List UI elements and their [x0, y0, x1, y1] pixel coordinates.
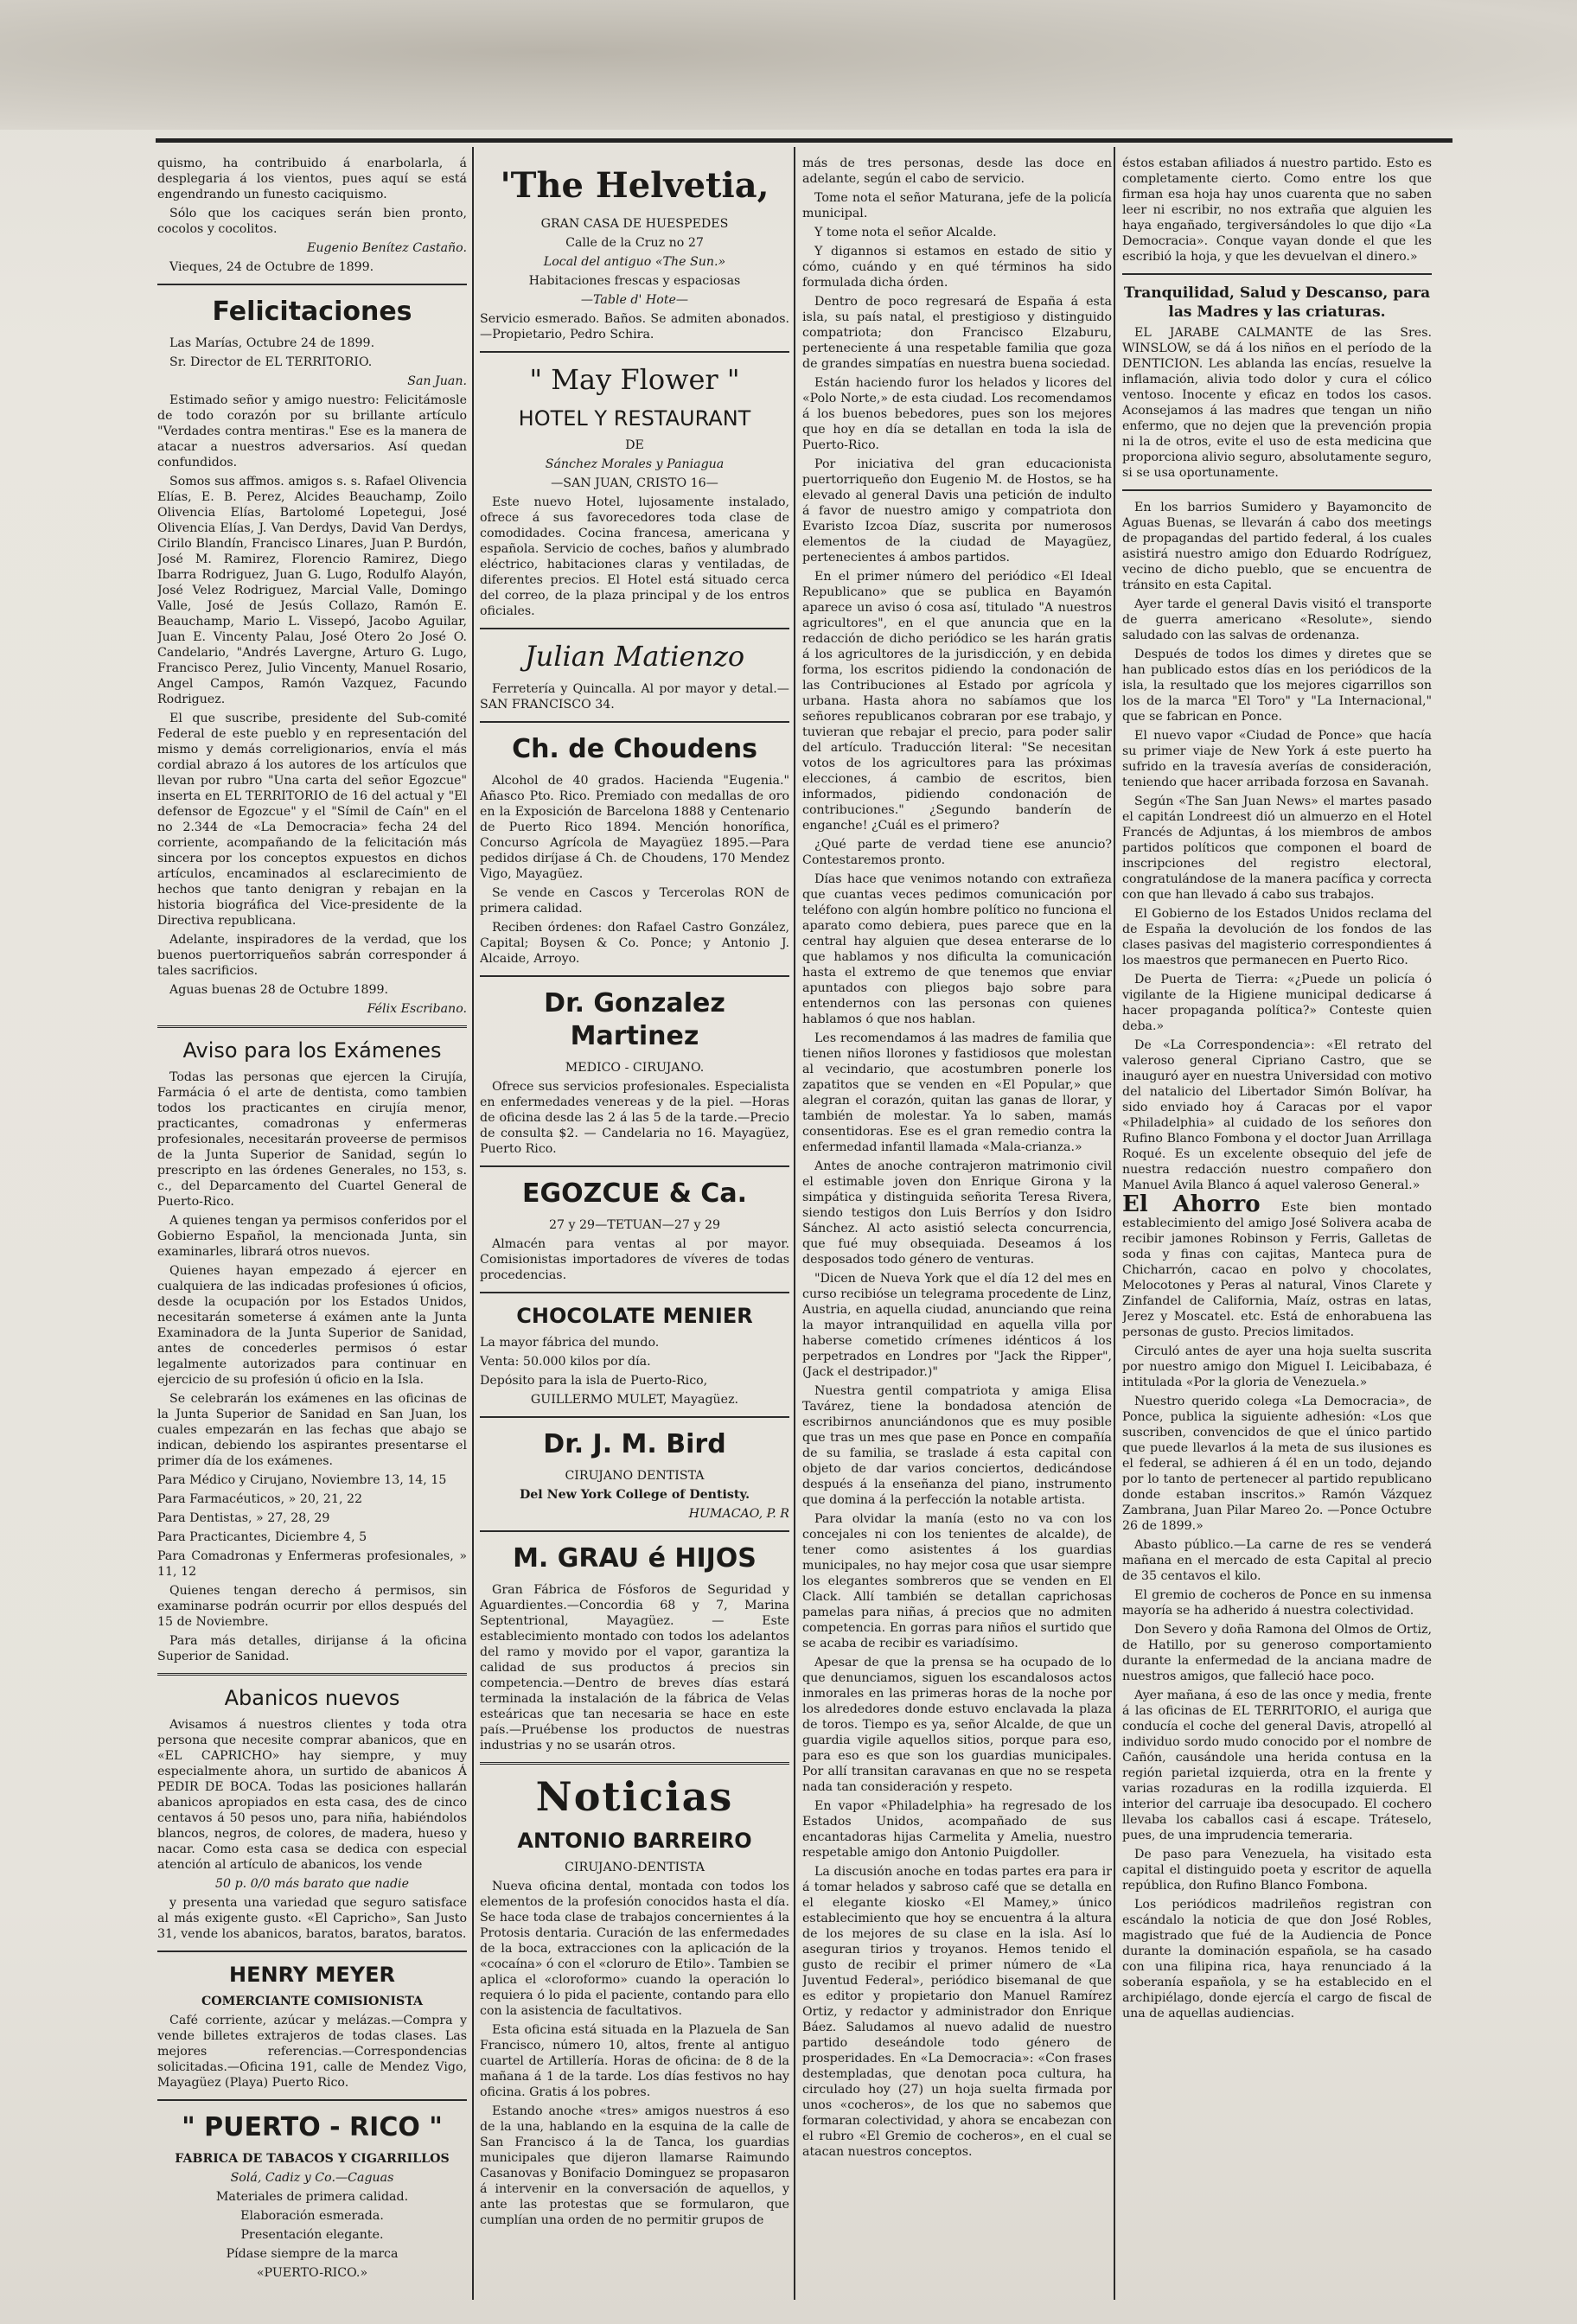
ad-line: —Table d' Hote—: [580, 293, 689, 307]
text-block: Gran Fábrica de Fósforos de Seguridad y Aguardientes.—Concordia 68 y 7, Marina Septentrional, Mayagüez. — Este establecimiento montado con todos los adelantos del ramo y movido por el vapor, garantiza la calidad de sus productos á precios sin competencia.—Dentro de breves días estará terminada la instalación de la fábrica de Velas esteáricas que tan necesaria se hace en este país.—Pruébense los productos de nuestras industrias y no se usarán otros.: [480, 1583, 789, 1753]
section-heading: Tranquilidad, Salud y Descanso, para las Madres y las criaturas.: [1123, 284, 1431, 321]
ad-line: HUMACAO, P. R: [688, 1507, 789, 1521]
text-block: Pídase siempre de la marca: [226, 2247, 399, 2261]
text-block: Materiales de primera calidad.: [215, 2190, 409, 2204]
divider: [157, 1950, 467, 1952]
ad-subtitle: Solá, Cadiz y Co.—Caguas: [230, 2171, 394, 2185]
text-block: Quienes tengan derecho á permisos, sin examinarse podrán ocurrir por ellos después del 15 de Noviembre.: [157, 1584, 467, 1629]
section-heading: Abanicos nuevos: [224, 1686, 400, 1710]
text-block: Están haciendo furor los helados y licores del «Polo Norte,» de esta ciudad. Los recomendamos á los buenos bebedores, pues son los mejores que hoy en día se detallan en toda la isla de Puerto-Rico.: [802, 376, 1112, 452]
divider: [157, 2099, 467, 2101]
text-block: Café corriente, azúcar y melázas.—Compra y vende billetes extrajeros de todas clases. Las mejores referencias.—Correspondencias solicitadas.—Oficina 191, calle de Mendez Vigo, Mayagüez (Playa) Puerto Rico.: [157, 2014, 467, 2090]
column-rule: [794, 147, 795, 2300]
text-block: y presenta una variedad que seguro satisface al más exigente gusto. «El Capricho», San Justo 31, vende los abanicos, baratos, baratos, baratos.: [157, 1896, 467, 1941]
text-block: Almacén para ventas al por mayor. Comisionistas importadores de víveres de todas procedencias.: [480, 1237, 789, 1282]
schedule-line: Para Dentistas, » 27, 28, 29: [157, 1511, 330, 1525]
text-block: Alcohol de 40 grados. Hacienda "Eugenia." Añasco Pto. Rico. Premiado con medallas de oro en la Exposición de Barcelona 1888 y Centenario de Puerto Rico 1894. Mención honorífica, Concurso Agrícola de Mayagüez 1895.—Para pedidos diríjase á Ch. de Choudens, 170 Mendez Vigo, Mayagüez.: [480, 774, 789, 881]
text-block: Para olvidar la manía (esto no va con los concejales ni con los tenientes de alcalde), de tener como asistentes á los guardias municipales, no hay mejor cosa que usar siempre los elegantes sombreros que se venden en El Clack. Allí también se detallan caprichosas pamelas para niñas, á precios que no admiten competencia. En gorras para niños el surtido que se acaba de recibir es variadísimo.: [802, 1512, 1112, 1650]
text-block: «PUERTO-RICO.»: [256, 2266, 368, 2280]
schedule-line: Para Practicantes, Diciembre 4, 5: [157, 1530, 367, 1544]
text-block: Este nuevo Hotel, lujosamente instalado, ofrece á sus favorecedores toda clase de comodidades. Cocina francesa, americana y española. Servicio de coches, baños y alumbrado eléctrico, habitaciones claras y ventiladas, de diferentes precios. El Hotel está situado cerca del correo, de la plaza principal y de los entros oficiales.: [480, 495, 789, 618]
ad-heading: EGOZCUE & Ca.: [522, 1178, 747, 1209]
text-block: En los barrios Sumidero y Bayamoncito de Aguas Buenas, se llevarán á cabo dos meetings de propagandas del partido federal, á los cuales asistirá nuestro amigo don Eduardo Rodríguez, vecino de dicho pueblo, que se encuentra de tránsito en esta Capital.: [1122, 501, 1432, 592]
text-block: Somos sus affmos. amigos s. s. Rafael Olivencia Elías, E. B. Perez, Alcides Beauchamp, Zoilo Olivencia Elías, Bartolomé Lopetegui, José Olivencia Elías, J. Van Derdys, David Van Derdys, Cirilo Blandín, Francisco Linares, Juan P. Burdón, José M. Ramirez, Florencio Ramirez, Diego Ibarra Rodriguez, Juan G. Lugo, Rodulfo Alayón, José Velez Rodriguez, Marcial Valle, Domingo Valle, José de Jesús Collazo, Ramón E. Beauchamp, Mario L. Vissepó, Jacobo Aguilar, Juan E. Vincenty Palau, José Otero 2o José O. Candelario, "Andrés Lavergne, Arturo G. Lugo, Francisco Perez, Julio Vincenty, Manuel Rosario, Angel Campos, Ramón Vazquez, Facundo Rodriguez.: [157, 475, 467, 706]
ad-line: Depósito para la isla de Puerto-Rico,: [480, 1374, 708, 1388]
ad-line: La mayor fábrica del mundo.: [480, 1336, 660, 1350]
ad-line: Sánchez Morales y Paniagua: [545, 457, 725, 471]
ad-subtitle: CIRUJANO DENTISTA: [565, 1469, 705, 1483]
divider: [480, 1762, 789, 1765]
ad-subtitle: CIRUJANO-DENTISTA: [565, 1861, 705, 1874]
divider: [1122, 273, 1432, 275]
column-1: [157, 156, 467, 2291]
text-block: quismo, ha contribuido á enarbolarla, á desplegaria á los vientos, pues aquí se está engendrando un funesto caciquismo.: [157, 156, 467, 201]
section-heading: Noticias: [535, 1773, 734, 1820]
text-block: Antes de anoche contrajeron matrimonio civil el estimable joven don Enrique Girona y la simpática y distinguida señorita Teresa Rivera, siendo testigos don Luis Berríos y don Isidro Sánchez. Al acto asistió selecta concurrencia, que fué muy obsequiada. Deseamos á los desposados todo género de venturas.: [802, 1159, 1112, 1267]
text-block: Los periódicos madrileños registran con escándalo la noticia de que don José Robles, magistrado que fué de la Audiencia de Ponce durante la dominación española, se ha casado con una filipina rica, haya renunciado á la soberanía española, y se ha establecido en el archipiélago, donde ejercía el cargo de fiscal de una de aquellas audiencias.: [1122, 1898, 1432, 2021]
text-block: EL JARABE CALMANTE de las Sres. WINSLOW, se dá á los niños en el período de la DENTICION. Les ablanda las encías, resuelve la inflamación, alivia todo dolor y cura el cólico ventoso. Inocente y eficaz en todos los casos. Aconsejamos á las madres que tengan un niño enfermo, que no dejen que la prevención propia ni la de otros, evite el uso de esta medicina que proporciona alivio seguro, absolutamente seguro, si se usa oportunamente.: [1122, 326, 1432, 480]
ad-heading: El Ahorro: [1122, 1191, 1261, 1217]
section-heading: Aviso para los Exámenes: [182, 1038, 442, 1063]
text-block: En el primer número del periódico «El Ideal Republicano» que se publica en Bayamón aparece un aviso ó cosa así, titulado "A nuestros agricultores", en el que anuncia que en la redacción de dicho periódico se les harán gratis á los agricultores de la jurisdicción, y en debida forma, los escritos pidiendo la condonación de las Contribuciones al Estado por agrícola y urbana. Hasta ahora no sabíamos que los señores republicanos cobraran por ese trabajo, y tuvieran que rebajar el precio, para poder salir del artículo. Traducción literal: "Se necesitan votos de los agricultores para las próximas elecciones, á cambio de escritos, bien informados, pidiendo condonación de contribuciones." ¿Segundo banderín de enganche! ¿Cuál es el primero?: [802, 570, 1112, 833]
text-block: Presentación elegante.: [240, 2228, 384, 2242]
schedule-line: Para Comadronas y Enfermeras profesionales, » 11, 12: [157, 1549, 467, 1579]
text-block: Quienes hayan empezado á ejercer en cualquiera de las indicadas profesiones ú oficios, desde la ocupación por los Estados Unidos, necesitarán someterse á exámen ante la Junta Examinadora de la Junta Superior de Sanidad, antes de concederles permisos ó estar legalmente autorizados para continuar en ejercicio de su profesión ú oficio en la Isla.: [157, 1264, 467, 1387]
text-block: Nuestra gentil compatriota y amiga Elisa Tavárez, tiene la bondadosa atención de escribirnos anunciándonos que es muy posible que tras un mes que pase en Ponce en compañía de su familia, se traslade á esta capital con objeto de dar varios conciertos, dedicándose después á la enseñanza del piano, instrumento que domina á la perfección la notable artista.: [802, 1384, 1112, 1507]
column-3: [802, 156, 1112, 2291]
ad-line: DE: [625, 438, 644, 452]
text-block: La discusión anoche en todas partes era para ir á tomar helados y sabroso café que se detalla en el elegante kiosko «El Mamey,» único establecimiento que hoy se encuentra á la altura de los mejores de su clase en la isla. Así lo aseguran tirios y troyanos. Hemos tenido el gusto de recibir el primer número de «La Juventud Federal», periódico bisemanal de que es editor y propietario don Manuel Ramírez Ortiz, y redactor y administrador don Enrique Báez. Saludamos al nuevo adalid de nuestro partido deseándole todo género de prosperidades. En «La Democracia»: «Con frases destempladas, que denotan poca cultura, ha circulado hoy (27) un hoja suelta firmada por unos «cocheros», de los que no sabemos que formaran colectividad, y ahora se encabezan con el rubro «El Gremio de cocheros», en el cual se atacan nuestros conceptos.: [802, 1865, 1112, 2159]
text-block: Y tome nota el señor Alcalde.: [814, 226, 997, 239]
text-block: Nuestro querido colega «La Democracia», de Ponce, publica la siguiente adhesión: «Los que suscriben, convencidos de que el único partido que puede llevarlos á la meta de sus ilusiones es el federal, se adhieren á él en un todo, dejando por lo tanto de pertenecer al partido republicano donde estaban inscritos.» Ramón Vázquez Zambrana, Juan Pilar Mareo 2o. —Ponce Octubre 26 de 1899.»: [1122, 1395, 1432, 1533]
text-block: De «La Correspondencia»: «El retrato del valeroso general Cipriano Castro, que se inauguró ayer en nuestra Universidad con motivo del natalicio del Libertador Simón Bolívar, ha sido enviado hoy á Caracas por el vapor «Philadelphia» al cuidado de los señores don Rufino Blanco Fombona y el doctor Juan Arrillaga Roqué. Es un excelente obsequio del jefe de nuestra redacción nuestro compañero don Manuel Avila Blanco á aquel valeroso General.»: [1122, 1038, 1432, 1192]
text-block: [1122, 1191, 1432, 1340]
ad-subtitle: HOTEL Y RESTAURANT: [518, 406, 751, 431]
text-block: De Puerta de Tierra: «¿Puede un policía ó vigilante de la Higiene municipal dedicarse á hacer propaganda política?» Conteste quien deba.»: [1122, 973, 1432, 1033]
text-block: más de tres personas, desde las doce en adelante, según el cabo de servicio.: [802, 156, 1112, 186]
place: San Juan.: [407, 374, 467, 388]
divider: [480, 1530, 789, 1532]
column-rule: [472, 147, 474, 2300]
text-block: Se vende en Cascos y Tercerolas RON de primera calidad.: [480, 886, 789, 916]
ad-heading: " PUERTO - RICO ": [182, 2112, 443, 2142]
ad-heading: Ch. de Choudens: [512, 734, 757, 764]
column-4: [1122, 156, 1432, 2291]
ad-heading: ANTONIO BARREIRO: [517, 1829, 752, 1853]
ad-heading: M. GRAU é HIJOS: [513, 1543, 757, 1574]
text-block: Don Severo y doña Ramona del Olmos de Ortiz, de Hatillo, por su generoso comportamiento durante la enfermedad de la anciana madre de nuestros amigos, que falleció hace poco.: [1122, 1623, 1432, 1683]
text-block: Para más detalles, dirijanse á la oficina Superior de Sanidad.: [157, 1634, 467, 1663]
ad-line: —SAN JUAN, CRISTO 16—: [551, 476, 718, 490]
text-block: Circuló antes de ayer una hoja suelta suscrita por nuestro amigo don Miguel I. Leicibabaza, é intitulada «Por la gloria de Venezuela.»: [1122, 1344, 1432, 1389]
text-block: Por iniciativa del gran educacionista puertorriqueño don Eugenio M. de Hostos, se ha elevado al general Davis una petición de indulto á favor de nuestro amigo y compatriota don Evaristo Izcoa Díaz, suscrita por numerosos elementos de la ciudad de Mayagüez, pertenecientes á ambos partidos.: [802, 457, 1112, 565]
text-block: Abasto público.—La carne de res se venderá mañana en el mercado de esta Capital al precio de 35 centavos el kilo.: [1122, 1538, 1432, 1583]
text-block: Ayer mañana, á eso de las once y media, frente á las oficinas de EL TERRITORIO, el auriga que conducía el coche del general Davis, atropelló al individuo sordo mudo conocido por el nombre de Cañón, causándole una herida contusa en la región parietal izquierda, otra en la frente y varias rozaduras en la rodilla izquierda. El interior del carruaje iba desocupado. El cochero llevaba los caballos casi á escape. Tráteselo, pues, de una imprudencia temeraria.: [1122, 1689, 1432, 1842]
ad-heading: Dr. Gonzalez Martinez: [544, 988, 725, 1051]
text-block: éstos estaban afiliados á nuestro partido. Esto es completamente cierto. Como entre los que firman esa hoja hay unos cuarenta que no saben leer ni escribir, no nos extraña que alguien les haya engañado, tergiversándoles lo que dijo «La Democracia». Conque vayan donde el que les escribió la hoja, y que les devuelvan el dinero.»: [1122, 156, 1432, 264]
ad-heading: " May Flower ": [529, 363, 740, 396]
text-block: Después de todos los dimes y diretes que se han publicado estos días en los periódicos de la isla, la resultado que los mejores cigarrillos son los de la marca "El Toro" y "La Internacional," que se fabrican en Ponce.: [1122, 648, 1432, 724]
schedule-line: Para Médico y Cirujano, Noviembre 13, 14, 15: [157, 1473, 447, 1487]
text-block: Tome nota el señor Maturana, jefe de la policía municipal.: [802, 191, 1112, 220]
text-block: Reciben órdenes: don Rafael Castro González, Capital; Boysen & Co. Ponce; y Antonio J. Alcaide, Arroyo.: [480, 921, 789, 966]
text-block: Estando anoche «tres» amigos nuestros á eso de la una, hablando en la esquina de la calle de San Francisco á la de Tanca, los guardias municipales que dijeron llamarse Raimundo Casanovas y Bonifacio Dominguez se propasaron á intervenir en la conversación de aquellos, y ante las protestas que se formularon, que cumplían una orden de no permitir grupos de: [480, 2104, 789, 2227]
ad-heading: HENRY MEYER: [229, 1963, 395, 1987]
text-block: Ofrece sus servicios profesionales. Especialista en enfermedades venereas y de la piel. —Horas de oficina desde las 2 á las 5 de la tarde.—Precio de consulta $2. — Candelaria no 16. Mayagüez, Puerto Rico.: [480, 1080, 789, 1156]
dateline: Las Marías, Octubre 24 de 1899.: [169, 336, 375, 350]
divider: [480, 628, 789, 629]
text-block: El gremio de cocheros de Ponce en su inmensa mayoría se ha adherido á nuestra colectividad.: [1122, 1588, 1432, 1618]
text-block: Según «The San Juan News» el martes pasado el capitán Londreest dió un almuerzo en el Hotel Francés de Adjuntas, á los miembros de ambos partidos políticos que componen el board de inscripciones del registro electoral, congratulándose de la manera pacífica y correcta con que han llevado á cabo sus trabajos.: [1122, 795, 1432, 902]
ad-line: Del New York College of Dentisty.: [519, 1488, 750, 1502]
salutation: Sr. Director de EL TERRITORIO.: [169, 355, 373, 369]
column-rule: [1114, 147, 1115, 2300]
schedule-line: Para Farmacéuticos, » 20, 21, 22: [157, 1492, 363, 1506]
text-block: Elaboración esmerada.: [240, 2209, 384, 2223]
column-2: [480, 156, 789, 2291]
text-block: Les recomendamos á las madres de familia que tienen niños llorones y fastidiosos que molestan al vecindario, que acostumbren ponerle los zapatitos que se venden en «El Popular,» que alegran el corazón, quitan las ganas de llorar, y también de molestar. Ya lo saben, mamás consentidoras. Ese es el gran remedio contra la enfermedad infantil llamada «Mala-crianza.»: [802, 1031, 1112, 1154]
signature: Félix Escribano.: [367, 1002, 467, 1016]
divider: [480, 1165, 789, 1167]
ad-line: 27 y 29—TETUAN—27 y 29: [548, 1218, 721, 1232]
divider: [157, 1025, 467, 1028]
text-block: Todas las personas que ejercen la Cirujía, Farmácia ó el arte de dentista, como tambien todos los practicantes en cirujía menor, practicantes, comadronas y enfermeras profesionales, necesitarán proveerse de permisos de la Junta Superior de Sanidad, según lo prescripto en las órdenes Generales, no 153, s. c., del Deparcamento del Cuartel General de Puerto-Rico.: [157, 1070, 467, 1209]
ad-line: Calle de la Cruz no 27: [565, 236, 704, 250]
text-block: De paso para Venezuela, ha visitado esta capital el distinguido poeta y escritor de aquella república, don Rufino Blanco Fombona.: [1122, 1848, 1432, 1893]
text-block: Y digannos si estamos en estado de sitio y cómo, cuándo y en qué términos ha sido formulada dicha órden.: [802, 245, 1112, 290]
ad-line: Servicio esmerado. Baños. Se admiten abonados.—Propietario, Pedro Schira.: [480, 312, 789, 342]
text-block: "Dicen de Nueva York que el día 12 del mes en curso recibióse un telegrama procedente de Linz, Austria, en aquella ciudad, anunciando que reina la mayor intranquilidad en aquella villa por haberse cometido crímenes idénticos á los perpetrados en Londres por "Jack the Ripper", (Jack el destripador.)": [802, 1272, 1112, 1379]
divider: [480, 351, 789, 353]
text-block: El que suscribe, presidente del Sub-comité Federal de este pueblo y en representación del mismo y demás correligionarios, envía el más cordial abrazo á los autores de los artículos que llevan por rubro "Una carta del señor Egozcue" inserta en EL TERRITORIO de 16 del actual y "El defensor de Egozcue" y el "Símil de Caín" en el no 2.344 de «La Democracia» fecha 24 del corriente, acompañando de la felicitación más sincera por los conceptos expuestos en dichos artículos, encaminados al esclarecimiento de hechos que tanto denigran y rebajan en la historia biográfica del Vice-presidente de la Directiva republicana.: [157, 712, 467, 928]
divider: [480, 975, 789, 977]
top-rule: [156, 138, 1452, 143]
signature: Eugenio Benítez Castaño.: [307, 241, 467, 255]
ad-heading: CHOCOLATE MENIER: [516, 1304, 753, 1328]
ad-heading: 'The Helvetia,: [500, 165, 769, 206]
divider: [1122, 489, 1432, 491]
text-block: A quienes tengan ya permisos conferidos por el Gobierno Español, la mencionada Junta, sin examinarles, librará otros nuevos.: [157, 1214, 467, 1259]
text-block: El Gobierno de los Estados Unidos reclama del de España la devolución de los fondos de las clases pasivas del magisterio correspondientes á los maestros que permanecen en Puerto Rico.: [1122, 907, 1432, 967]
text-block: Se celebrarán los exámenes en las oficinas de la Junta Superior de Sanidad en San Juan, los cuales empezarán en las fechas que abajo se indican, debiendo los aspirantes presentarse el primer día de los exámenes.: [157, 1392, 467, 1468]
ad-line: Venta: 50.000 kilos por día.: [480, 1355, 651, 1369]
text-block: Días hace que venimos notando con extrañeza que cuantas veces pedimos comunicación por teléfono con algún hombre político no funciona el aparato como debiera, pues parece que en la central hay alguien que desea enterarse de lo que hablamos y nos dificulta la comunicación hasta el extremo de que tenemos que enviar apuntados con pliegos bajo sobre para entendernos con las personas con quienes hablamos ó que nos hablan.: [802, 872, 1112, 1026]
text-block: Apesar de que la prensa se ha ocupado de lo que denunciamos, siguen los escandalosos actos inmorales en las primeras horas de la noche por los alrededores donde estuvo enclavada la plaza de toros. Tiempo es ya, señor Alcalde, de que un guardia vigile aquellos sitios, porque para eso, para eso es que son los guardias municipales. Por allí transitan caravanas en que no se respeta nada tan consideración y respeto.: [802, 1656, 1112, 1794]
divider: [480, 1416, 789, 1418]
text-block: Estimado señor y amigo nuestro: Felicitámosle de todo corazón por su brillante artículo "Verdades contra mentiras." Ese es la manera de atacar a nuestros adversarios. Así quedan confundidos.: [157, 393, 467, 469]
text-block: El nuevo vapor «Ciudad de Ponce» que hacía su primer viaje de New York á este puerto ha sufrido en la travesía averías de consideración, teniendo que hacer arribada forzosa en Savanah.: [1122, 729, 1432, 789]
ad-subtitle: COMERCIANTE COMISIONISTA: [201, 1995, 424, 2008]
ad-line: GRAN CASA DE HUESPEDES: [540, 217, 729, 231]
text-block: Adelante, inspiradores de la verdad, que los buenos puertorriqueños sabrán corresponder á tales sacrificios.: [157, 933, 467, 978]
text-block: ¿Qué parte de verdad tiene ese anuncio? Contestaremos pronto.: [802, 838, 1112, 867]
paper-top-edge: [0, 0, 1577, 130]
text-block: Sólo que los caciques serán bien pronto, cocolos y cocolitos.: [157, 207, 467, 236]
text-block: Este bien montado establecimiento del amigo José Solivera acaba de recibir jamones Robinson y Ferris, Galletas de soda y finas con cajitas, Manteca pura de Chicharrón, cacao en polvo y chocolates, Melocotones y Peras al natural, Vinos Clarete y Zinfandel de California, Maíz, ostras en latas, Jerez y Moscatel. etc. Está de enhorabuena las personas de gusto. Precios limitados.: [1122, 1201, 1432, 1339]
text-block: Nueva oficina dental, montada con todos los elementos de la profesión conocidos hasta el día. Se hace toda clase de trabajos concernientes á la Protosis dentaria. Curación de las enfermedades de la boca, extracciones con la aplicación de la «cocaína» ó con el «cloruro de Etilo». Tambien se aplica el «cloroformo» cuando la operación lo requiera ó lo pida el paciente, contando para ello con la asistencia de facultativos.: [480, 1880, 789, 2018]
text-block: En vapor «Philadelphia» ha regresado de los Estados Unidos, acompañado de sus encantadoras hijas Carmelita y Amelia, nuestro respetable amigo don Antonio Puigdoller.: [802, 1799, 1112, 1860]
divider: [480, 721, 789, 723]
section-heading: Felicitaciones: [212, 297, 412, 327]
text-block: Dentro de poco regresará de España á esta isla, su país natal, el prestigioso y distinguido compatriota; don Francisco Elzaburu, perteneciente á una respetable familia que goza de grandes simpatías en nuestra buena sociedad.: [802, 295, 1112, 371]
dateline: Aguas buenas 28 de Octubre 1899.: [169, 983, 389, 997]
divider: [157, 284, 467, 285]
text-block: Ayer tarde el general Davis visitó el transporte de guerra americano «Resolute», siendo saludado con las salvas de ordenanza.: [1122, 597, 1432, 642]
divider: [480, 1292, 789, 1293]
ad-line: Local del antiguo «The Sun.»: [543, 255, 726, 269]
ad-subtitle: FABRICA DE TABACOS Y CIGARRILLOS: [175, 2152, 450, 2166]
ad-line: Habitaciones frescas y espaciosas: [528, 274, 741, 288]
text-block: Ferretería y Quincalla. Al por mayor y detal.—SAN FRANCISCO 34.: [480, 682, 789, 712]
text-block: 50 p. 0/0 más barato que nadie: [215, 1877, 409, 1891]
ad-heading: Dr. J. M. Bird: [543, 1429, 726, 1459]
ad-line: GUILLERMO MULET, Mayagüez.: [530, 1393, 739, 1407]
divider: [157, 1673, 467, 1676]
ad-subtitle: MEDICO - CIRUJANO.: [565, 1061, 705, 1075]
dateline: Vieques, 24 de Octubre de 1899.: [169, 260, 374, 274]
text-block: Avisamos á nuestros clientes y toda otra persona que necesite comprar abanicos, que en «EL CAPRICHO» hay siempre, y muy especialmente ahora, un surtido de abanicos Á PEDIR DE BOCA. Todas las posiciones hallarán abanicos apropiados en esta casa, des de cinco centavos á 50 pesos uno, para niña, habiéndolos blancos, negros, de colores, de madera, hueso y nacar. Como esta casa se dedica con especial atención al artículo de abanicos, los vende: [157, 1718, 467, 1872]
text-block: Esta oficina está situada en la Plazuela de San Francisco, número 10, altos, frente al antiguo cuartel de Artillería. Horas de oficina: de 8 de la mañana á 1 de la tarde. Los días festivos no hay oficina. Gratis á los pobres.: [480, 2023, 789, 2099]
ad-heading: Julian Matienzo: [524, 640, 745, 673]
